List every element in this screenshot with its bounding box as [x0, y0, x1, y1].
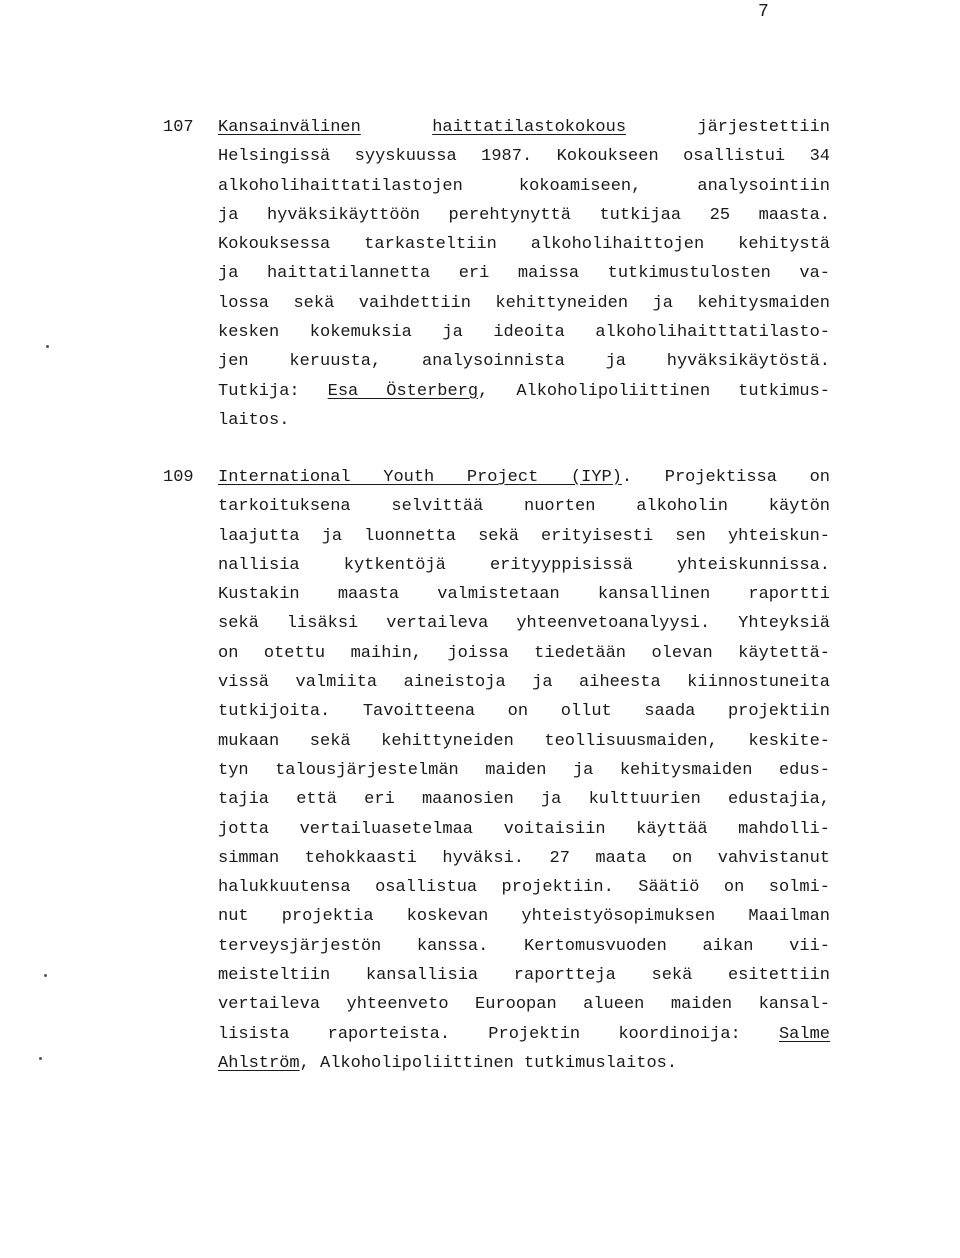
text-line [218, 990, 830, 1019]
underlined-text: haittatilastokokous [432, 118, 627, 137]
entry-body [218, 463, 830, 1078]
text-segment: vertaileva yhteenveto Euroopan alueen maiden kansal- [218, 995, 830, 1015]
text-segment: nut projektia koskevan yhteistyösopimuksen Maailman [218, 907, 830, 927]
text-segment: sekä lisäksi vertaileva yhteenvetoanalyysi. Yhteyksiä [218, 614, 830, 634]
text-line [218, 961, 830, 990]
underlined-text: Salme [778, 1024, 830, 1044]
text-segment: vissä valmiita aineistoja ja aiheesta kiinnostuneita [218, 673, 830, 693]
text-line [218, 1020, 830, 1049]
text-line [218, 230, 830, 259]
text-line [218, 580, 830, 609]
text-segment: Helsingissä syyskuussa 1987. Kokoukseen osallistui 34 [218, 147, 830, 167]
text-line [218, 697, 830, 726]
text-line [218, 347, 830, 376]
text-line [218, 289, 830, 318]
text-segment: on otettu maihin, joissa tiedetään olevan käytettä- [218, 643, 830, 663]
text-segment: nallisia kytkentöjä erityyppisissä yhteiskunnissa. [218, 555, 830, 575]
text-line [218, 609, 830, 638]
text-segment [361, 118, 432, 137]
text-segment: lisista raporteista. Projektin koordinoija: [218, 1024, 779, 1044]
text-line [218, 815, 830, 844]
text-segment: tarkoituksena selvittää nuorten alkoholin käytön [218, 497, 830, 517]
text-line [218, 756, 830, 785]
scan-speck [44, 974, 47, 977]
text-line [218, 639, 830, 668]
page-number: 7 [758, 2, 769, 22]
text-segment: Kustakin maasta valmistetaan kansallinen raportti [218, 585, 830, 605]
text-line [218, 463, 830, 492]
text-segment: kesken kokemuksia ja ideoita alkoholihaitttatilasto- [218, 323, 830, 343]
text-segment: mukaan sekä kehittyneiden teollisuusmaiden, keskite- [218, 731, 830, 751]
text-line [218, 785, 830, 814]
text-segment: lossa sekä vaihdettiin kehittyneiden ja kehitysmaiden [218, 293, 830, 313]
text-segment: tajia että eri maanosien ja kulttuurien edustajia, [218, 790, 830, 810]
scan-speck [46, 345, 49, 348]
underlined-text: Kansainvälinen [218, 118, 361, 137]
text-line [218, 727, 830, 756]
underlined-text: International Youth Project (IYP) [218, 468, 622, 487]
text-line [218, 873, 830, 902]
text-line [218, 551, 830, 580]
text-line [218, 668, 830, 697]
text-line [218, 522, 830, 551]
text-line [218, 844, 830, 873]
text-segment: tutkijoita. Tavoitteena on ollut saada projektiin [218, 702, 830, 722]
text-segment: , Alkoholipoliittinen tutkimuslaitos. [299, 1053, 678, 1073]
text-segment: simman tehokkaasti hyväksi. 27 maata on vahvistanut [218, 848, 830, 868]
text-line [218, 259, 830, 288]
text-line [218, 1049, 830, 1078]
text-line [218, 377, 830, 406]
text-segment: ja haittatilannetta eri maissa tutkimustulosten va- [218, 264, 830, 284]
text-line [218, 932, 830, 961]
text-line [218, 902, 830, 931]
text-segment: . Projektissa on [621, 468, 830, 487]
text-segment: terveysjärjestön kanssa. Kertomusvuoden aikan vii- [218, 936, 830, 956]
text-segment: halukkuutensa osallistua projektiin. Säätiö on solmi- [218, 878, 830, 898]
text-line [218, 142, 830, 171]
text-segment: Tutkija: [218, 381, 328, 401]
text-segment: meisteltiin kansallisia raportteja sekä esitettiin [218, 966, 830, 986]
text-segment: jen keruusta, analysoinnista ja hyväksikäytöstä. [218, 352, 830, 372]
entry-number: 109 [163, 468, 194, 487]
text-segment: ja hyväksikäyttöön perehtynyttä tutkijaa 25 maasta. [218, 205, 830, 225]
text-line [218, 492, 830, 521]
underlined-text: Esa Österberg [327, 381, 479, 401]
text-segment: , Alkoholipoliittinen tutkimus- [478, 381, 830, 401]
text-segment: jotta vertailuasetelmaa voitaisiin käyttää mahdolli- [218, 819, 830, 839]
text-segment: tyn talousjärjestelmän maiden ja kehitysmaiden edus- [218, 760, 830, 780]
entry-number: 107 [163, 118, 194, 137]
scan-speck [39, 1057, 42, 1060]
text-segment: laajutta ja luonnetta sekä erityisesti sen yhteiskun- [218, 526, 830, 546]
text-line [218, 113, 830, 142]
text-segment: alkoholihaittatilastojen kokoamiseen, analysointiin [218, 176, 830, 196]
underlined-text: Ahlström [218, 1053, 300, 1073]
text-line [218, 172, 830, 201]
entry-body [218, 113, 830, 435]
text-segment: Kokouksessa tarkasteltiin alkoholihaittojen kehitystä [218, 235, 830, 255]
text-line [218, 406, 830, 435]
text-line [218, 318, 830, 347]
text-segment: laitos. [218, 410, 290, 430]
text-line [218, 201, 830, 230]
text-segment: järjestettiin [626, 118, 830, 137]
